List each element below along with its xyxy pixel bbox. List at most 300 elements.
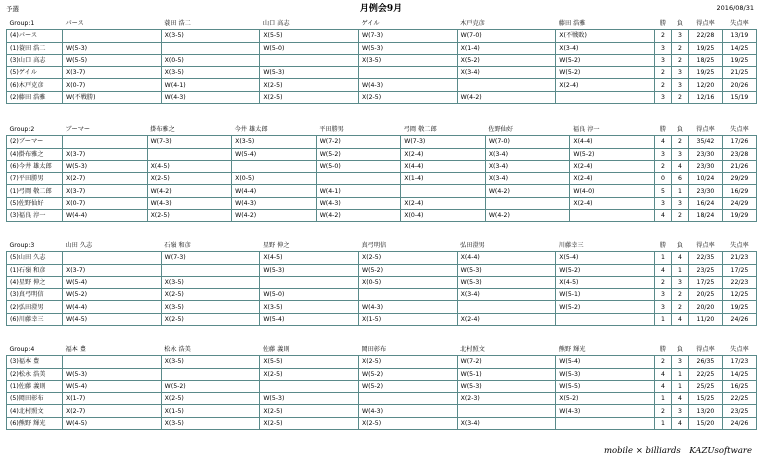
match-result: X(4-5) <box>556 276 655 288</box>
match-result: X(4-5) <box>147 160 232 172</box>
match-result: X(4-5) <box>260 252 359 264</box>
score-for: 35/42 <box>688 136 722 148</box>
page-header <box>0 0 762 16</box>
opponent-header: 藤田 浩雅 <box>556 18 655 30</box>
player-name: (6)木戸克彦 <box>7 79 63 91</box>
match-result: W(5-3) <box>260 67 359 79</box>
match-result: W(5-3) <box>358 42 457 54</box>
match-result <box>358 289 457 301</box>
score-against: 17/26 <box>722 136 756 148</box>
opponent-header: 福良 淳一 <box>570 124 655 136</box>
footer-credit: mobile × billiards KAZUsoftware <box>603 446 752 456</box>
match-result: X(3-4) <box>485 160 570 172</box>
losses-count: 1 <box>671 380 688 392</box>
losses-count: 3 <box>671 148 688 160</box>
wins-count: 4 <box>654 380 671 392</box>
player-name: (6)川藤幸三 <box>7 313 63 325</box>
match-result: X(2-5) <box>358 252 457 264</box>
match-result: W(5-2) <box>161 380 260 392</box>
match-result: W(5-0) <box>260 289 359 301</box>
match-result <box>63 356 162 368</box>
wins-count: 4 <box>654 264 671 276</box>
match-result: X(2-5) <box>161 313 260 325</box>
match-result <box>232 160 317 172</box>
score-against: 21/26 <box>722 160 756 172</box>
match-result: X(2-7) <box>63 173 148 185</box>
match-result: W(4-2) <box>316 210 401 222</box>
match-result <box>570 210 655 222</box>
wins-count: 3 <box>654 91 671 103</box>
match-result: X(2-5) <box>358 91 457 103</box>
wins-count: 1 <box>654 417 671 429</box>
stat-header: 勝 <box>654 240 671 252</box>
score-for: 19/25 <box>688 42 722 54</box>
match-result <box>147 148 232 160</box>
wins-count: 4 <box>654 136 671 148</box>
match-result: X(3-5) <box>161 276 260 288</box>
match-result: W(7-3) <box>401 136 486 148</box>
match-result: X(5-2) <box>457 54 556 66</box>
player-name: (4)北村照文 <box>7 405 63 417</box>
table-row <box>7 173 757 185</box>
match-result <box>556 417 655 429</box>
wins-count: 1 <box>654 393 671 405</box>
match-result: X(4-4) <box>401 160 486 172</box>
opponent-header: 北村照文 <box>457 344 556 356</box>
match-result: X(1-5) <box>161 405 260 417</box>
match-result: X(3-4) <box>457 289 556 301</box>
table-row <box>7 30 757 42</box>
match-result: X(1-4) <box>457 42 556 54</box>
match-result: X(2-5) <box>358 417 457 429</box>
match-result: W(5-2) <box>358 368 457 380</box>
table-row <box>7 79 757 91</box>
match-result: X(0-7) <box>63 197 148 209</box>
table-row <box>7 417 757 429</box>
player-name: (1)佐藤 義則 <box>7 380 63 392</box>
match-result: X(3-5) <box>161 30 260 42</box>
match-result: X(2-5) <box>161 289 260 301</box>
wins-count: 5 <box>654 185 671 197</box>
match-result: W(5-1) <box>556 289 655 301</box>
match-result: X(3-4) <box>485 173 570 185</box>
match-result: X(2-4) <box>570 197 655 209</box>
losses-count: 2 <box>671 301 688 313</box>
match-result: W(4-3) <box>161 91 260 103</box>
match-result <box>161 42 260 54</box>
score-against: 19/25 <box>722 54 756 66</box>
match-result: X(3-4) <box>457 417 556 429</box>
match-result: W(5-4) <box>232 148 317 160</box>
wins-count: 3 <box>654 301 671 313</box>
player-name: (2)弘田澄男 <box>7 301 63 313</box>
group-header-row <box>7 18 757 30</box>
match-result: W(7-2) <box>457 356 556 368</box>
opponent-header: 弘田澄男 <box>457 240 556 252</box>
player-name: (2)ブーマー <box>7 136 63 148</box>
match-result: X(3-7) <box>63 67 162 79</box>
score-against: 21/25 <box>722 67 756 79</box>
stat-header: 負 <box>671 18 688 30</box>
wins-count: 1 <box>654 252 671 264</box>
wins-count: 2 <box>654 276 671 288</box>
group-name: Group:4 <box>7 344 63 356</box>
score-against: 16/25 <box>722 380 756 392</box>
match-result: X(不戦敗) <box>556 30 655 42</box>
group-header-row <box>7 344 757 356</box>
losses-count: 1 <box>671 264 688 276</box>
score-against: 19/29 <box>722 210 756 222</box>
match-result: W(5-4) <box>63 380 162 392</box>
losses-count: 2 <box>671 42 688 54</box>
table-row <box>7 264 757 276</box>
wins-count: 3 <box>654 42 671 54</box>
group-table <box>6 124 757 222</box>
match-result: X(3-4) <box>485 148 570 160</box>
losses-count: 3 <box>671 67 688 79</box>
group-name: Group:1 <box>7 18 63 30</box>
match-result <box>260 276 359 288</box>
match-result: W(4-5) <box>63 313 162 325</box>
page-title: 月例会9月 <box>359 4 403 14</box>
match-result: X(2-4) <box>570 160 655 172</box>
match-result: W(5-2) <box>556 54 655 66</box>
match-result: X(3-5) <box>358 54 457 66</box>
opponent-header: 蓑田 浩二 <box>161 18 260 30</box>
match-result: W(5-2) <box>556 264 655 276</box>
match-result: X(5-5) <box>260 30 359 42</box>
score-against: 19/25 <box>722 301 756 313</box>
match-result: X(1-4) <box>401 173 486 185</box>
score-against: 23/25 <box>722 405 756 417</box>
match-result: W(5-4) <box>63 276 162 288</box>
player-name: (6)今井 雄太郎 <box>7 160 63 172</box>
match-result: X(2-5) <box>260 91 359 103</box>
score-for: 10/24 <box>688 173 722 185</box>
match-result: X(2-3) <box>457 393 556 405</box>
match-result: W(5-2) <box>316 148 401 160</box>
score-against: 15/19 <box>722 91 756 103</box>
table-row <box>7 160 757 172</box>
match-result: W(4-3) <box>358 79 457 91</box>
match-result: X(2-5) <box>358 356 457 368</box>
match-result: W(不戦勝) <box>63 91 162 103</box>
match-result: W(4-1) <box>316 185 401 197</box>
match-result: X(5-5) <box>260 356 359 368</box>
match-result: X(3-7) <box>63 264 162 276</box>
table-row <box>7 54 757 66</box>
score-against: 13/19 <box>722 30 756 42</box>
opponent-header: 佐藤 義則 <box>260 344 359 356</box>
match-result: X(3-5) <box>161 417 260 429</box>
player-name: (3)福本 豊 <box>7 356 63 368</box>
match-result: W(5-2) <box>556 67 655 79</box>
stat-header: 得点率 <box>688 124 722 136</box>
match-result: W(5-3) <box>63 160 148 172</box>
opponent-header: 福本 豊 <box>63 344 162 356</box>
score-for: 16/24 <box>688 197 722 209</box>
opponent-header: 平田勝男 <box>316 124 401 136</box>
match-result: W(5-0) <box>260 42 359 54</box>
match-result <box>63 30 162 42</box>
losses-count: 2 <box>671 91 688 103</box>
match-result: W(5-4) <box>260 313 359 325</box>
match-result: W(4-3) <box>147 197 232 209</box>
table-row <box>7 393 757 405</box>
match-result: W(7-0) <box>457 30 556 42</box>
score-for: 12/20 <box>688 79 722 91</box>
opponent-header: 川藤幸三 <box>556 240 655 252</box>
match-result: X(2-5) <box>161 393 260 405</box>
match-result: W(5-2) <box>358 380 457 392</box>
match-result: W(4-3) <box>358 301 457 313</box>
match-result: W(5-4) <box>556 356 655 368</box>
match-result: X(2-5) <box>260 417 359 429</box>
opponent-header: 木戸克彦 <box>457 18 556 30</box>
player-name: (4)星野 伸之 <box>7 276 63 288</box>
losses-count: 2 <box>671 54 688 66</box>
match-result: W(7-3) <box>147 136 232 148</box>
match-result: W(4-3) <box>556 405 655 417</box>
match-result: W(5-3) <box>556 368 655 380</box>
opponent-header: 松永 浩美 <box>161 344 260 356</box>
match-result: X(2-5) <box>260 405 359 417</box>
losses-count: 4 <box>671 393 688 405</box>
date-label: 2016/08/31 <box>716 4 754 12</box>
stat-header: 得点率 <box>688 240 722 252</box>
stat-header: 失点率 <box>722 18 756 30</box>
player-name: (2)松永 浩美 <box>7 368 63 380</box>
match-result: W(4-3) <box>232 197 317 209</box>
score-for: 13/20 <box>688 405 722 417</box>
score-against: 29/29 <box>722 173 756 185</box>
match-result <box>316 173 401 185</box>
losses-count: 3 <box>671 405 688 417</box>
match-result: W(5-2) <box>570 148 655 160</box>
match-result: W(4-0) <box>570 185 655 197</box>
table-row <box>7 405 757 417</box>
match-result: X(0-4) <box>401 210 486 222</box>
table-row <box>7 301 757 313</box>
losses-count: 4 <box>671 313 688 325</box>
match-result <box>457 301 556 313</box>
match-result: W(5-2) <box>358 264 457 276</box>
stat-header: 勝 <box>654 124 671 136</box>
opponent-header: 掛布雅之 <box>147 124 232 136</box>
match-result: X(0-5) <box>358 276 457 288</box>
match-result: W(4-2) <box>147 185 232 197</box>
table-row <box>7 252 757 264</box>
player-name: (1)弓岡 敬二郎 <box>7 185 63 197</box>
stat-header: 負 <box>671 124 688 136</box>
match-result: X(2-4) <box>401 197 486 209</box>
score-against: 20/26 <box>722 79 756 91</box>
match-result: X(2-4) <box>457 313 556 325</box>
wins-count: 2 <box>654 30 671 42</box>
match-result <box>358 67 457 79</box>
player-name: (1)蓑田 浩二 <box>7 42 63 54</box>
player-name: (3)真弓明信 <box>7 289 63 301</box>
score-against: 12/25 <box>722 289 756 301</box>
score-against: 23/28 <box>722 148 756 160</box>
opponent-header: パース <box>63 18 162 30</box>
player-name: (4)パース <box>7 30 63 42</box>
match-result: W(5-0) <box>316 160 401 172</box>
match-result <box>63 252 162 264</box>
losses-count: 1 <box>671 185 688 197</box>
losses-count: 2 <box>671 210 688 222</box>
wins-count: 2 <box>654 160 671 172</box>
match-result: W(5-3) <box>457 380 556 392</box>
wins-count: 2 <box>654 79 671 91</box>
match-result: X(5-2) <box>556 393 655 405</box>
table-row <box>7 42 757 54</box>
table-row <box>7 197 757 209</box>
group-table <box>6 344 757 430</box>
player-name: (1)石嶺 和彦 <box>7 264 63 276</box>
stat-header: 失点率 <box>722 240 756 252</box>
score-for: 25/25 <box>688 380 722 392</box>
opponent-header: 山田 久志 <box>63 240 162 252</box>
match-result: W(5-3) <box>457 276 556 288</box>
opponent-header: 佐野仙好 <box>485 124 570 136</box>
wins-count: 2 <box>654 67 671 79</box>
match-result: W(4-1) <box>161 79 260 91</box>
stat-header: 失点率 <box>722 124 756 136</box>
player-name: (3)福良 淳一 <box>7 210 63 222</box>
score-for: 12/16 <box>688 91 722 103</box>
table-row <box>7 289 757 301</box>
player-name: (4)掛布雅之 <box>7 148 63 160</box>
stat-header: 負 <box>671 240 688 252</box>
score-for: 18/25 <box>688 54 722 66</box>
match-result: X(1-5) <box>358 313 457 325</box>
match-result <box>457 79 556 91</box>
score-for: 17/25 <box>688 276 722 288</box>
losses-count: 3 <box>671 79 688 91</box>
opponent-header: 星野 伸之 <box>260 240 359 252</box>
match-result <box>358 393 457 405</box>
match-result: X(3-5) <box>161 301 260 313</box>
match-result: W(4-4) <box>63 210 148 222</box>
player-name: (5)岡田彰布 <box>7 393 63 405</box>
stat-header: 失点率 <box>722 344 756 356</box>
match-result: W(4-2) <box>485 210 570 222</box>
player-name: (7)平田勝男 <box>7 173 63 185</box>
opponent-header: 岡田彰布 <box>358 344 457 356</box>
match-result <box>260 54 359 66</box>
group-header-row <box>7 240 757 252</box>
stat-header: 勝 <box>654 18 671 30</box>
opponent-header: 今井 雄太郎 <box>232 124 317 136</box>
score-for: 18/24 <box>688 210 722 222</box>
match-result <box>161 264 260 276</box>
match-result: W(5-2) <box>63 289 162 301</box>
losses-count: 6 <box>671 173 688 185</box>
wins-count: 2 <box>654 405 671 417</box>
match-result <box>260 380 359 392</box>
player-name: (6)熊野 輝光 <box>7 417 63 429</box>
score-for: 20/25 <box>688 289 722 301</box>
match-result: W(4-3) <box>316 197 401 209</box>
wins-count: 0 <box>654 173 671 185</box>
match-result: X(0-5) <box>232 173 317 185</box>
group-header-row <box>7 124 757 136</box>
match-result <box>161 368 260 380</box>
score-for: 11/20 <box>688 313 722 325</box>
match-result: W(7-2) <box>316 136 401 148</box>
losses-count: 3 <box>671 356 688 368</box>
score-for: 23/30 <box>688 185 722 197</box>
score-for: 23/25 <box>688 264 722 276</box>
table-row <box>7 356 757 368</box>
losses-count: 2 <box>671 289 688 301</box>
score-against: 16/29 <box>722 185 756 197</box>
match-result: X(0-5) <box>161 54 260 66</box>
table-row <box>7 148 757 160</box>
match-result: X(2-5) <box>260 368 359 380</box>
score-against: 24/29 <box>722 197 756 209</box>
match-result <box>63 136 148 148</box>
table-row <box>7 185 757 197</box>
match-result: X(2-5) <box>260 79 359 91</box>
stat-header: 負 <box>671 344 688 356</box>
score-for: 20/20 <box>688 301 722 313</box>
match-result: W(5-3) <box>63 368 162 380</box>
match-result: X(3-7) <box>63 148 148 160</box>
score-for: 23/30 <box>688 160 722 172</box>
match-result <box>401 185 486 197</box>
stat-header: 勝 <box>654 344 671 356</box>
round-label: 予選 <box>6 5 19 13</box>
match-result: W(5-3) <box>260 264 359 276</box>
group-table <box>6 240 757 326</box>
score-for: 26/35 <box>688 356 722 368</box>
group-name: Group:3 <box>7 240 63 252</box>
table-row <box>7 210 757 222</box>
match-result: X(2-5) <box>147 173 232 185</box>
score-for: 22/28 <box>688 30 722 42</box>
wins-count: 4 <box>654 368 671 380</box>
opponent-header: 石嶺 和彦 <box>161 240 260 252</box>
score-for: 19/25 <box>688 67 722 79</box>
losses-count: 2 <box>671 136 688 148</box>
score-for: 15/25 <box>688 393 722 405</box>
wins-count: 3 <box>654 148 671 160</box>
match-result: W(4-3) <box>358 405 457 417</box>
losses-count: 4 <box>671 252 688 264</box>
match-result <box>485 197 570 209</box>
score-for: 22/25 <box>688 368 722 380</box>
match-result: X(2-4) <box>556 79 655 91</box>
losses-count: 1 <box>671 368 688 380</box>
wins-count: 4 <box>654 210 671 222</box>
table-row <box>7 91 757 103</box>
score-against: 21/23 <box>722 252 756 264</box>
opponent-header: ブーマー <box>63 124 148 136</box>
match-result: W(4-2) <box>485 185 570 197</box>
table-row <box>7 368 757 380</box>
match-result: X(2-5) <box>147 210 232 222</box>
match-result: W(4-2) <box>457 91 556 103</box>
match-result: X(3-5) <box>260 301 359 313</box>
match-result: X(3-4) <box>556 42 655 54</box>
losses-count: 4 <box>671 417 688 429</box>
match-result: X(3-7) <box>63 185 148 197</box>
losses-count: 3 <box>671 276 688 288</box>
score-against: 17/25 <box>722 264 756 276</box>
player-name: (5)山田 久志 <box>7 252 63 264</box>
